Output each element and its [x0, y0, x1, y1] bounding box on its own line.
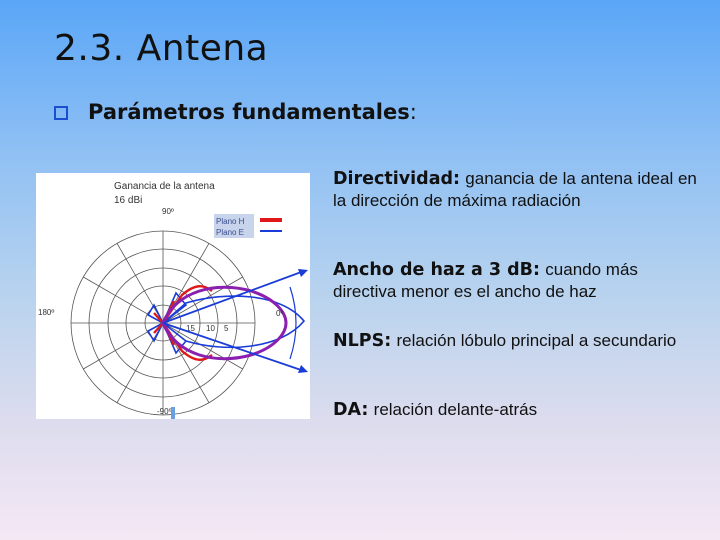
gain-value: 16 dBi — [114, 195, 143, 206]
item-desc: relación delante-atrás — [373, 400, 538, 419]
checkbox-bullet-icon — [54, 106, 68, 120]
item-desc: relación lóbulo principal a secundario — [396, 331, 677, 350]
item-directividad — [333, 168, 703, 211]
radiation-pattern-figure — [36, 173, 310, 419]
item-term: Directividad: — [333, 169, 461, 189]
beam-width-arc — [290, 287, 296, 359]
angle-left-label: 180º — [38, 308, 55, 317]
item-term: NLPS: — [333, 331, 392, 351]
item-nlps — [333, 330, 703, 352]
item-desc: ganancia de la antena ideal en la dirección de máxima radiación — [333, 169, 697, 210]
beam-arrowhead-upper — [298, 269, 308, 277]
item-term: DA: — [333, 400, 369, 420]
beam-arrowhead-lower — [298, 365, 308, 373]
gain-title: Ganancia de la antena — [114, 181, 215, 192]
bullet-suffix: : — [409, 100, 417, 124]
angle-right-label: 0º — [276, 309, 284, 318]
item-da — [333, 399, 703, 421]
ring-label-15: 15 — [186, 324, 195, 333]
item-ancho-de-haz — [333, 259, 703, 302]
bullet-parametros — [54, 100, 417, 124]
legend-e-label: Plano E — [216, 228, 245, 237]
ring-label-10: 10 — [206, 324, 215, 333]
slide-title: 2.3. Antena — [54, 28, 269, 69]
polar-diagram — [36, 173, 310, 419]
item-term: Ancho de haz a 3 dB: — [333, 260, 541, 280]
angle-top-label: 90º — [162, 207, 174, 216]
angle-bottom-label: -90º — [157, 407, 172, 416]
bullet-label: Parámetros fundamentales — [88, 100, 410, 124]
item-desc: cuando más directiva menor es el ancho de haz — [333, 260, 638, 301]
legend-h-label: Plano H — [216, 217, 245, 226]
axis-marker — [171, 407, 175, 419]
ring-label-5: 5 — [224, 324, 229, 333]
